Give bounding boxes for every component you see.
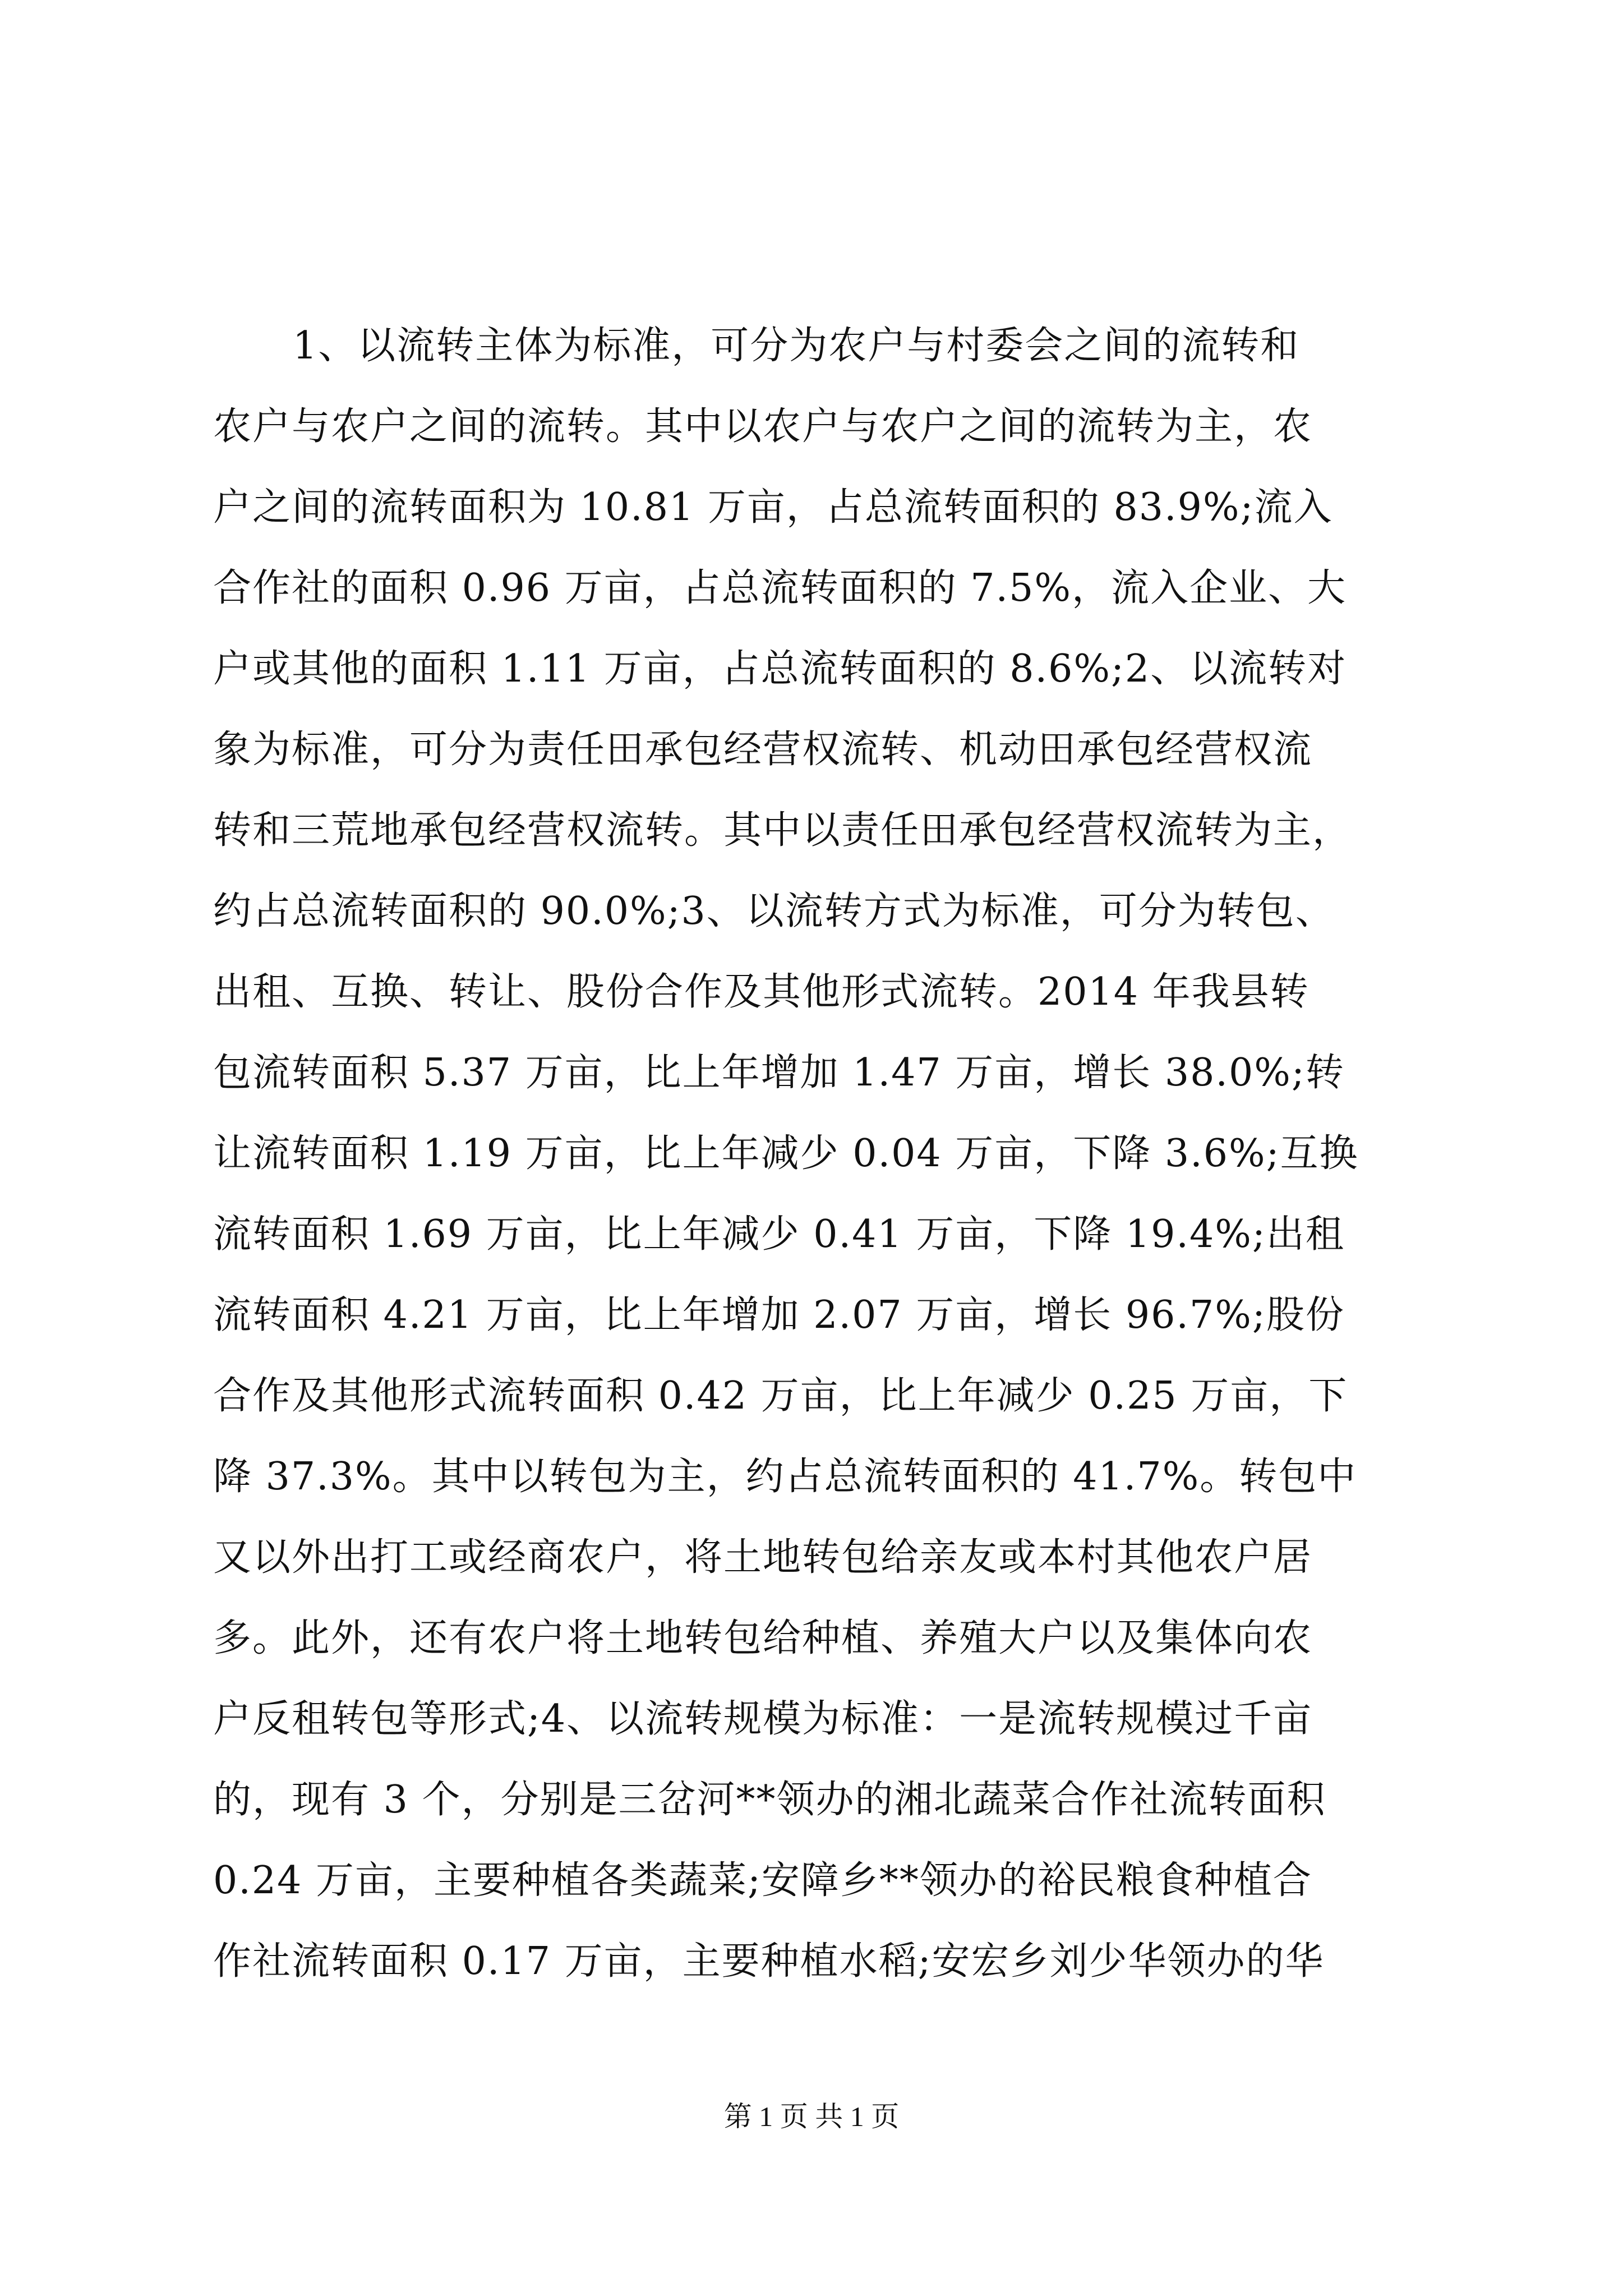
text-line: 流转面积 4.21 万亩，比上年增加 2.07 万亩，增长 96.7%;股份: [213, 1293, 1345, 1337]
text-line: 户之间的流转面积为 10.81 万亩，占总流转面积的 83.9%;流入: [213, 485, 1333, 530]
text-line: 出租、互换、转让、股份合作及其他形式流转。2014 年我县转: [213, 970, 1310, 1014]
text-line: 又以外出打工或经商农户，将土地转包给亲友或本村其他农户居: [213, 1535, 1313, 1580]
text-line: 象为标准，可分为责任田承包经营权流转、机动田承包经营权流: [213, 728, 1313, 772]
text-line: 约占总流转面积的 90.0%;3、以流转方式为标准，可分为转包、: [213, 889, 1335, 933]
text-line: 包流转面积 5.37 万亩，比上年增加 1.47 万亩，增长 38.0%;转: [213, 1051, 1345, 1095]
text-line: 户或其他的面积 1.11 万亩，占总流转面积的 8.6%;2、以流转对: [213, 647, 1347, 691]
text-line: 降 37.3%。其中以转包为主，约占总流转面积的 41.7%。转包中: [213, 1455, 1357, 1499]
text-line: 合作及其他形式流转面积 0.42 万亩，比上年减少 0.25 万亩，下: [213, 1374, 1348, 1418]
text-line: 的，现有 3 个，分别是三岔河**领办的湘北蔬菜合作社流转面积: [213, 1778, 1326, 1822]
body-paragraph: [213, 306, 1413, 2002]
text-line: 农户与农户之间的流转。其中以农户与农户之间的流转为主，农: [213, 404, 1313, 449]
text-line: 多。此外，还有农户将土地转包给种植、养殖大户以及集体向农: [213, 1616, 1313, 1660]
text-line: 户反租转包等形式;4、以流转规模为标准：一是流转规模过千亩: [213, 1697, 1313, 1741]
text-line: 合作社的面积 0.96 万亩，占总流转面积的 7.5%，流入企业、大: [213, 566, 1347, 610]
text-line: 0.24 万亩，主要种植各类蔬菜;安障乡**领办的裕民粮食种植合: [213, 1858, 1312, 1903]
page-footer: 第 1 页 共 1 页: [723, 2101, 900, 2132]
text-line: 作社流转面积 0.17 万亩，主要种植水稻;安宏乡刘少华领办的华: [213, 1939, 1325, 1984]
text-line: 1、以流转主体为标准，可分为农户与村委会之间的流转和: [293, 324, 1300, 368]
text-line: 让流转面积 1.19 万亩，比上年减少 0.04 万亩，下降 3.6%;互换: [213, 1131, 1359, 1176]
text-line: 流转面积 1.69 万亩，比上年减少 0.41 万亩，下降 19.4%;出租: [213, 1212, 1345, 1257]
text-line: 转和三荒地承包经营权流转。其中以责任田承包经营权流转为主，: [213, 808, 1352, 853]
